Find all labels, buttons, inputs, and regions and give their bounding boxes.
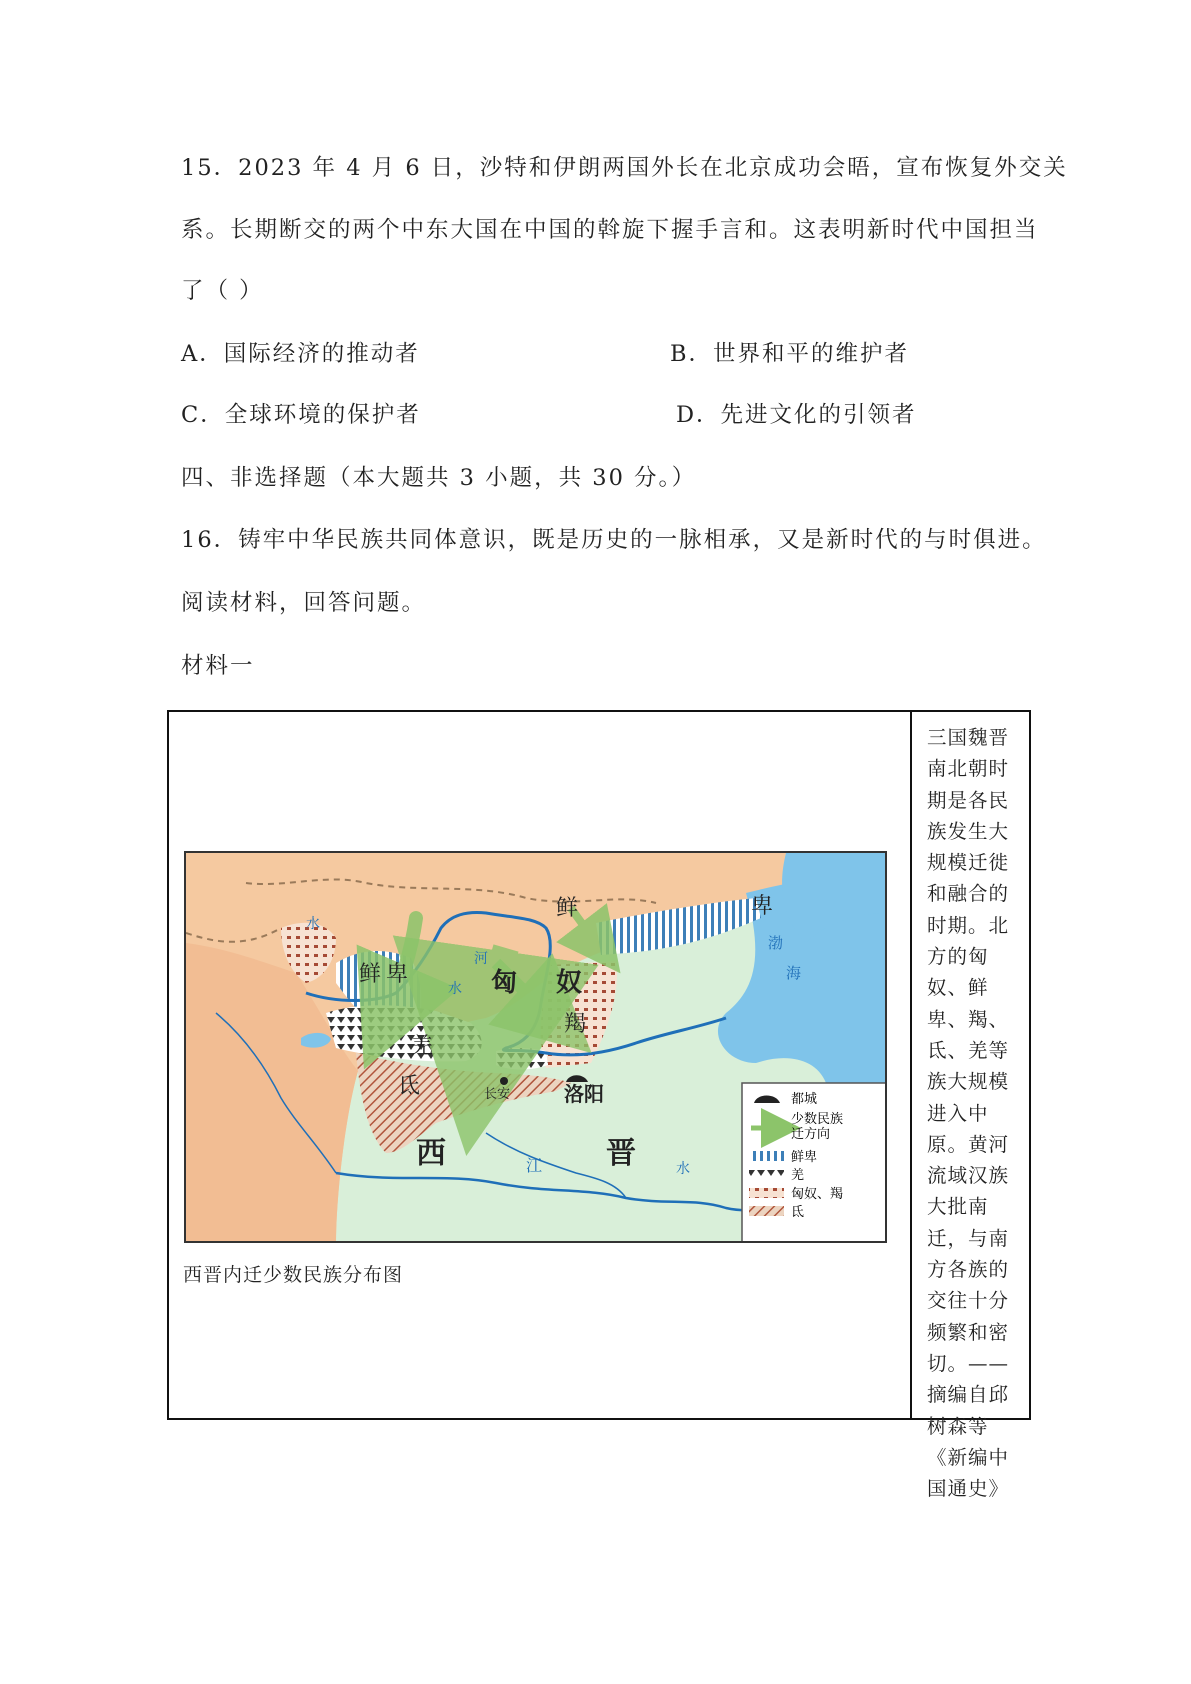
changan-dot bbox=[500, 1077, 508, 1085]
legend-qiang: 羌 bbox=[791, 1168, 805, 1183]
label-river-shui-3: 水 bbox=[676, 1161, 690, 1177]
migration-map bbox=[184, 851, 887, 1243]
map-legend bbox=[742, 1083, 887, 1243]
legend-di-swatch bbox=[749, 1206, 784, 1216]
legend-capital: 都城 bbox=[791, 1092, 818, 1107]
label-di: 氐 bbox=[398, 1074, 421, 1099]
label-xiongnu-2: 奴 bbox=[556, 968, 583, 998]
legend-migration-2: 迁方向 bbox=[791, 1127, 831, 1142]
section-heading: 四、非选择题（本大题共 3 小题，共 30 分。） bbox=[181, 465, 697, 491]
label-xianbei-east-2: 卑 bbox=[751, 894, 774, 919]
q15-option-c: C．全球环境的保护者 bbox=[181, 402, 421, 428]
legend-xiongnu-swatch bbox=[749, 1188, 784, 1198]
q16-line-1: 16．铸牢中华民族共同体意识，既是历史的一脉相承，又是新时代的与时俱进。 bbox=[181, 527, 1047, 553]
label-bohai-1: 渤 bbox=[768, 934, 784, 952]
q15-line-2: 系。长期断交的两个中东大国在中国的斡旋下握手言和。这表明新时代中国担当 bbox=[181, 217, 1039, 243]
q15-option-a: A．国际经济的推动者 bbox=[181, 341, 420, 367]
label-xi: 西 bbox=[416, 1136, 446, 1171]
label-xiongnu-1: 匈 bbox=[491, 968, 518, 998]
label-xianbei-west-2: 卑 bbox=[386, 962, 409, 987]
q15-line-1: 15．2023 年 4 月 6 日，沙特和伊朗两国外长在北京成功会晤，宣布恢复外交关 bbox=[181, 155, 1068, 181]
q16-line-2: 阅读材料，回答问题。 bbox=[181, 590, 427, 616]
label-changan: 长安 bbox=[484, 1087, 511, 1102]
legend-xianbei: 鲜卑 bbox=[791, 1150, 818, 1165]
map-caption: 西晋内迁少数民族分布图 bbox=[183, 1264, 404, 1286]
label-river-he: 河 bbox=[474, 951, 488, 967]
label-river-jiang: 江 bbox=[526, 1156, 543, 1175]
map-svg bbox=[186, 853, 887, 1243]
label-river-shui-1: 水 bbox=[448, 981, 462, 997]
material-side-text: 三国魏晋南北朝时期是各民族发生大规模迁徙和融合的时期。北方的匈奴、鲜卑、羯、氐、羌等族大规模进入中原。黄河流域汉族大批南迁，与南方各族的交往十分频繁和密切。——摘编自邱树森等《新编中国通史》 bbox=[927, 726, 1010, 1501]
legend-qiang-swatch bbox=[749, 1169, 784, 1179]
q15-line-3: 了（ ） bbox=[181, 278, 264, 304]
label-jin: 晋 bbox=[606, 1136, 636, 1171]
legend-xianbei-swatch bbox=[749, 1151, 784, 1161]
table-divider bbox=[910, 710, 912, 1420]
label-river-shui-2: 水 bbox=[306, 916, 320, 932]
q15-option-d: D．先进文化的引领者 bbox=[676, 402, 917, 428]
q15-option-b: B．世界和平的维护者 bbox=[670, 341, 910, 367]
material-label: 材料一 bbox=[181, 653, 255, 679]
label-bohai-2: 海 bbox=[786, 964, 802, 982]
legend-di: 氐 bbox=[791, 1205, 805, 1220]
label-xianbei-west-1: 鲜 bbox=[359, 962, 382, 987]
label-luoyang: 洛阳 bbox=[564, 1082, 604, 1106]
legend-xiongnu-jie: 匈奴、羯 bbox=[791, 1187, 844, 1202]
label-qiang: 羌 bbox=[411, 1034, 434, 1059]
legend-migration-1: 少数民族 bbox=[791, 1112, 844, 1127]
label-xianbei-east-1: 鲜 bbox=[556, 896, 579, 921]
label-jie: 羯 bbox=[564, 1012, 587, 1037]
